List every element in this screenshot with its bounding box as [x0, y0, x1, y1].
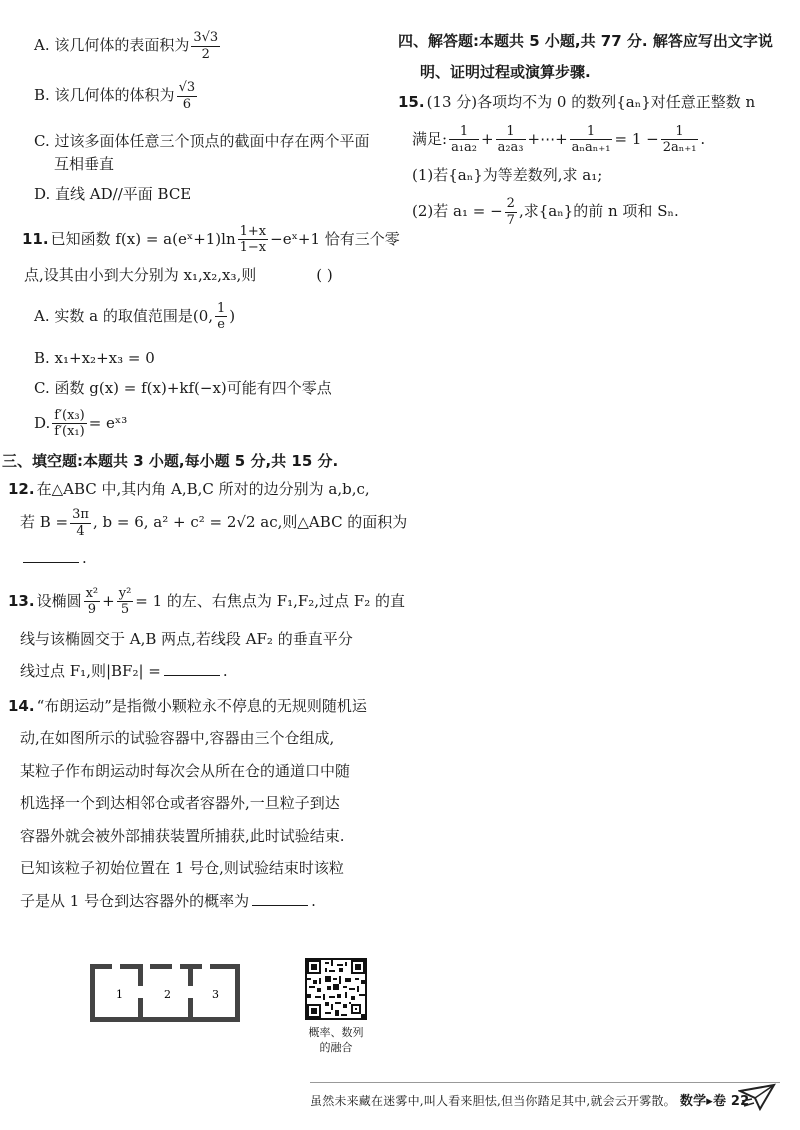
q13-line1: 13. 设椭圆 $\frac{\text{x²}}{9}$ + $\frac{\text{y²}}{5}$ = 1 的左、右焦点为 F₁,F₂,过点 F₂ 的直	[8, 585, 406, 618]
paper-plane-icon	[738, 1083, 776, 1113]
q11-option-c: C. 函数 g(x) = f(x)+kf(−x)可能有四个零点	[34, 379, 332, 398]
q11-option-a: A. 实数 a 的取值范围是(0, $\frac{1}{e}$ )	[34, 300, 236, 333]
q10-option-d: D. 直线 AD//平面 BCE	[34, 185, 192, 204]
q11-stem: 11. 已知函数 f(x) = a(eˣ+1)ln $\frac{1+x}{1-x}$ −eˣ+1 恰有三个零	[22, 223, 400, 256]
fraction: $\frac{3\pi}{4}$	[72, 506, 89, 539]
section-4-heading-line2: 明、证明过程或演算步骤.	[420, 62, 591, 81]
fraction: $\frac{√3}{6}$	[178, 80, 196, 112]
qr-label: 概率、数列 的融合	[308, 1026, 364, 1054]
fraction: $\frac{\text{x²}}{9}$	[85, 585, 99, 618]
q13-line3: 线过点 F₁,则|BF₂| = .	[20, 662, 228, 681]
page-footer	[310, 1082, 780, 1119]
q11-option-d: D. $\frac{\text{f′(x₃)}}{\text{f′(x₁)}}$ = eˣ³	[34, 407, 128, 440]
chamber-label-1: 1	[116, 988, 123, 1001]
fraction: $\frac{1+x}{1-x}$	[239, 223, 267, 256]
fraction: $\frac{1}{\text{aₙaₙ₊₁}}$	[571, 123, 611, 156]
fraction: $\frac{1}{e}$	[217, 300, 226, 333]
qr-pattern	[307, 960, 365, 1018]
q10-option-b: B. 该几何体的体积为 $\frac{√3}{6}$	[34, 80, 196, 112]
answer-blank[interactable]	[252, 893, 308, 906]
fraction: $\frac{3√3}{2}$	[193, 30, 219, 62]
q10-option-c: C. 过该多面体任意三个顶点的截面中存在两个平面 互相垂直	[34, 132, 370, 173]
right-column	[398, 30, 778, 228]
fraction: $\frac{\text{f′(x₃)}}{\text{f′(x₁)}}$	[54, 407, 85, 440]
fraction: $\frac{1}{\text{a₂a₃}}$	[497, 123, 524, 156]
container-diagram	[90, 962, 240, 1024]
q11-option-b: B. x₁+x₂+x₃ = 0	[34, 348, 155, 367]
q15-part1: (1)若{aₙ}为等差数列,求 a₁;	[412, 165, 603, 184]
qr-code[interactable]	[305, 958, 367, 1020]
q14-body: 14. “布朗运动”是指微小颗粒永不停息的无规则随机运 动,在如图所示的试验容器中,容器由三个仓组成, 某粒子作布朗运动时每次会从所在仓的通道口中随 机选择一个到达相邻仓或者容器外,一旦粒子到达 容器外就会被外部捕获装置所捕获,此时试验结束. 已知该粒子初始位置在 1 号仓,则试验结束时该粒 子是从 1 号仓到达容器外的概率为 .	[8, 696, 367, 910]
q15-equation: 满足: $\frac{1}{\text{a₁a₂}}$ + $\frac{1}{\text{a₂a₃}}$ +⋯+ $\frac{1}{\text{aₙaₙ₊₁}}$ = 1 − $\frac{1}{\text{2aₙ₊₁}}$ .	[412, 123, 706, 156]
q12-answer-line: .	[20, 547, 382, 570]
brownian-container-figure	[90, 962, 240, 1024]
q10-option-a: A. 该几何体的表面积为 $\frac{3√3}{2}$	[34, 30, 219, 62]
chamber-label-2: 2	[164, 988, 171, 1001]
q15-part2: (2)若 a₁ = − $\frac{2}{7}$ ,求{aₙ}的前 n 项和 Sₙ.	[412, 196, 679, 228]
answer-bracket[interactable]: ( )	[316, 266, 333, 285]
fraction: $\frac{1}{\text{2aₙ₊₁}}$	[662, 123, 697, 156]
q12-line2: 若 B = $\frac{3\pi}{4}$ , b = 6, a² + c² = 2√2 ac,则△ABC 的面积为	[20, 506, 408, 539]
q12-line1: 12. 在△ABC 中,其内角 A,B,C 所对的边分别为 a,b,c,	[8, 480, 370, 499]
answer-blank[interactable]	[23, 550, 79, 563]
fraction: $\frac{2}{7}$	[506, 196, 515, 228]
q13-line2: 线与该椭圆交于 A,B 两点,若线段 AF₂ 的垂直平分	[20, 629, 353, 648]
section-4-heading-line1: 四、解答题:本题共 5 小题,共 77 分. 解答应写出文字说	[398, 32, 773, 50]
q15-line1: 15. (13 分)各项均不为 0 的数列{aₙ}对任意正整数 n	[398, 93, 756, 111]
fraction: $\frac{\text{y²}}{5}$	[118, 585, 132, 618]
answer-blank[interactable]	[164, 663, 220, 676]
section-3-heading: 三、填空题:本题共 3 小题,每小题 5 分,共 15 分.	[2, 451, 339, 470]
q11-stem-line2: 点,设其由小到大分别为 x₁,x₂,x₃,则 ( )	[22, 264, 382, 287]
footer-subject: 数学▸卷 22	[679, 1094, 750, 1109]
chamber-label-3: 3	[212, 988, 219, 1001]
fraction: $\frac{1}{\text{a₁a₂}}$	[451, 123, 477, 156]
left-column	[2, 30, 408, 912]
footer-motto: 虽然未来藏在迷雾中,叫人看来胆怯,但当你踏足其中,就会云开雾散。 数学▸卷 22	[310, 1094, 750, 1109]
